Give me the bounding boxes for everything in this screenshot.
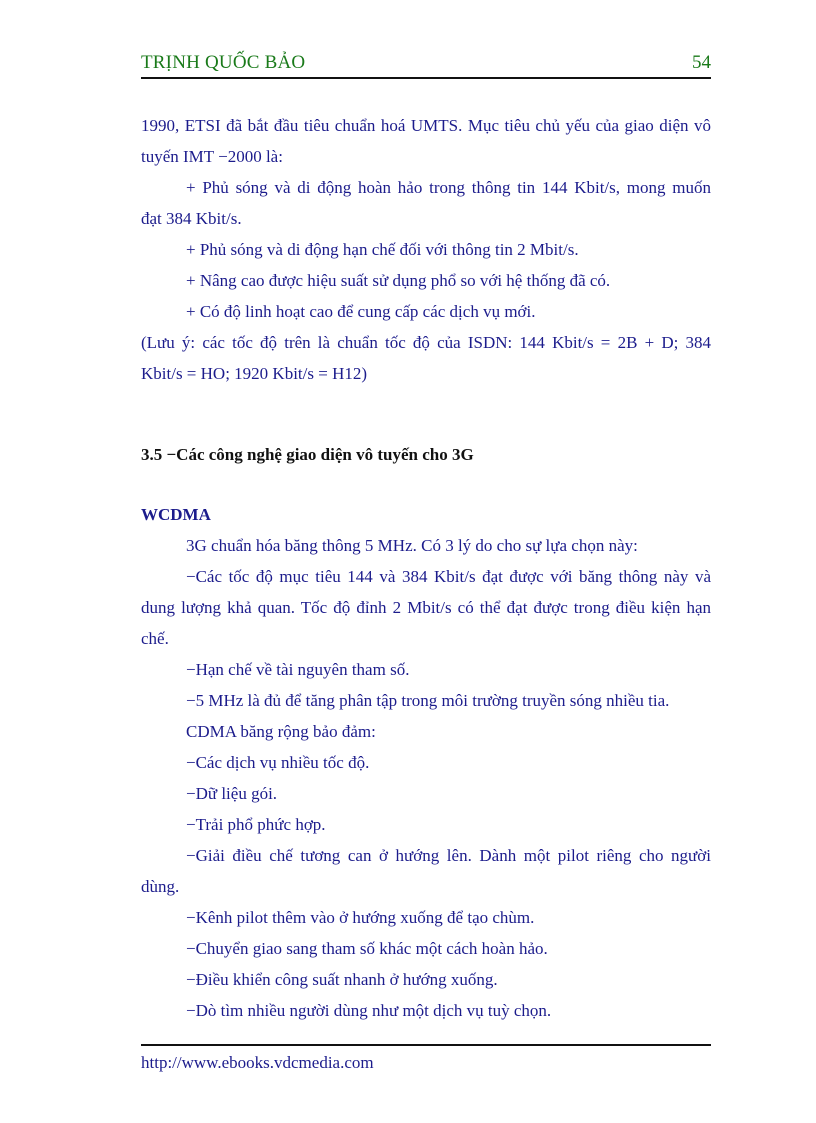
spacer [141, 470, 711, 499]
list-item-line: −Giải điều chế tương can ở hướng lên. Dành một pilot riêng cho người [186, 846, 711, 865]
note-line: Kbit/s = HO; 1920 Kbit/s = H12) [141, 364, 368, 383]
note-line: (Lưu ý: các tốc độ trên là chuẩn tốc độ của ISDN: 144 Kbit/s = 2B + D; 384 [141, 333, 711, 352]
list-item-line: dung lượng khả quan. Tốc độ đỉnh 2 Mbit/s có thể đạt được trong điều kiện hạn [141, 598, 711, 617]
section-heading: 3.5 −Các công nghệ giao diện vô tuyến cho 3G [141, 445, 474, 464]
bullet-line: + Nâng cao được hiệu suất sử dụng phổ so với hệ thống đã có. [186, 271, 611, 290]
list-item: −Chuyển giao sang tham số khác một cách hoàn hảo. [186, 939, 548, 958]
header-title: TRỊNH QUỐC BẢO [141, 52, 306, 73]
bullet-line: đạt 384 Kbit/s. [141, 209, 242, 228]
page-number: 54 [692, 52, 711, 73]
footer-link[interactable]: http://www.ebooks.vdcmedia.com [141, 1053, 374, 1072]
list-item: −Dữ liệu gói. [186, 784, 278, 803]
footer-rule [141, 1044, 711, 1046]
bullet-line: + Có độ linh hoạt cao để cung cấp các dịch vụ mới. [186, 302, 536, 321]
page-header [141, 52, 711, 78]
header-rule [141, 77, 711, 79]
subsection-heading: WCDMA [141, 505, 211, 524]
list-item: −Dò tìm nhiều người dùng như một dịch vụ tuỳ chọn. [186, 1001, 552, 1020]
paragraph-line: tuyến IMT −2000 là: [141, 147, 283, 166]
list-item-line: dùng. [141, 877, 180, 896]
list-item: −5 MHz là đủ để tăng phân tập trong môi trường truyền sóng nhiều tia. [186, 691, 670, 710]
list-item: −Trải phổ phức hợp. [186, 815, 326, 834]
bullet-line: + Phủ sóng và di động hoàn hảo trong thông tin 144 Kbit/s, mong muốn [186, 178, 711, 197]
list-item: −Điều khiển công suất nhanh ở hướng xuống. [186, 970, 498, 989]
list-item: −Kênh pilot thêm vào ở hướng xuống để tạo chùm. [186, 908, 535, 927]
paragraph-line: 3G chuẩn hóa băng thông 5 MHz. Có 3 lý do cho sự lựa chọn này: [186, 536, 638, 555]
bullet-line: + Phủ sóng và di động hạn chế đối với thông tin 2 Mbit/s. [186, 240, 579, 259]
spacer [141, 389, 711, 439]
list-item: −Hạn chế về tài nguyên tham số. [186, 660, 410, 679]
list-item-line: −Các tốc độ mục tiêu 144 và 384 Kbit/s đạt được với băng thông này và [186, 567, 711, 586]
list-item-line: chế. [141, 629, 169, 648]
list-item: −Các dịch vụ nhiều tốc độ. [186, 753, 370, 772]
paragraph-line: 1990, ETSI đã bắt đầu tiêu chuẩn hoá UMTS. Mục tiêu chủ yếu của giao diện vô [141, 116, 711, 135]
paragraph-line: CDMA băng rộng bảo đảm: [186, 722, 376, 741]
page-body [141, 110, 711, 1026]
